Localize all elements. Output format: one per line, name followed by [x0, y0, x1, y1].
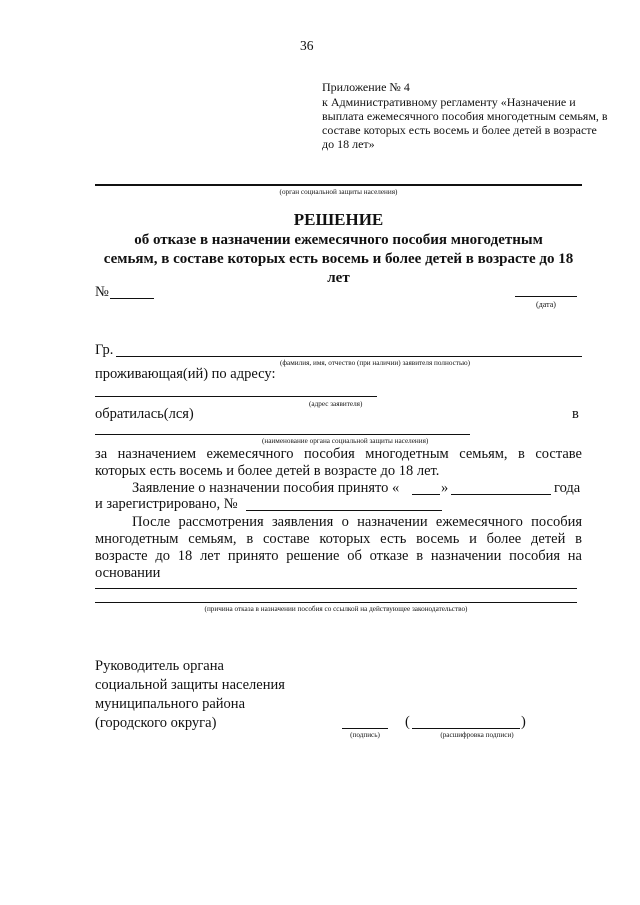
address-label: проживающая(ий) по адресу: — [95, 366, 276, 382]
decode-line — [412, 728, 520, 729]
document-subtitle-line: лет — [327, 270, 350, 286]
signature-caption: (подпись) — [350, 731, 380, 739]
registration-quote-close: » — [441, 480, 449, 496]
page-number: 36 — [300, 38, 314, 53]
appendix-title: Приложение № 4 — [322, 80, 410, 94]
reason-caption: (причина отказа в назначении пособия со ссылкой на действующее законодательство) — [204, 605, 468, 613]
paragraph-line: за назначением ежемесячного пособия многодетным семьям, в составе — [95, 446, 582, 462]
paren-close: ) — [521, 714, 526, 730]
authority-name-line — [95, 434, 470, 435]
date-line — [515, 296, 577, 297]
number-line — [110, 298, 154, 299]
appendix-line: составе которых есть восемь и более детей в возрасте — [322, 123, 597, 137]
appendix-line: выплата ежемесячного пособия многодетным семьям, в — [322, 109, 608, 123]
paren-open: ( — [405, 714, 410, 730]
date-caption: (дата) — [536, 300, 556, 309]
signature-line — [342, 728, 388, 729]
paragraph-line: После рассмотрения заявления о назначении ежемесячного пособия — [132, 514, 582, 530]
signatory-line: социальной защиты населения — [95, 677, 285, 693]
paragraph-line: которых есть восемь и более детей в возрасте до 18 лет. — [95, 463, 440, 479]
reason-line — [95, 602, 577, 603]
paragraph-line: многодетным семьям, в составе которых есть восемь и более детей в — [95, 531, 582, 547]
paragraph-line: основании — [95, 565, 161, 581]
document-subtitle-line: об отказе в назначении ежемесячного пособия многодетным — [134, 232, 543, 248]
authority-caption: (орган социальной защиты населения) — [279, 188, 398, 196]
applied-in-label: в — [572, 406, 579, 422]
number-label: № — [95, 284, 109, 300]
registration-month-line — [451, 494, 551, 495]
citizen-line — [116, 356, 582, 357]
address-line — [95, 396, 377, 397]
signatory-line: муниципального района — [95, 696, 245, 712]
applied-label: обратилась(лся) — [95, 406, 194, 422]
registration-start: Заявление о назначении пособия принято « — [132, 480, 400, 496]
authority-name-caption: (наименование органа социальной защиты населения) — [262, 437, 429, 445]
registration-number-label: и зарегистрировано, № — [95, 496, 238, 512]
citizen-label: Гр. — [95, 342, 114, 358]
address-caption: (адрес заявителя) — [309, 400, 363, 408]
citizen-caption: (фамилия, имя, отчество (при наличии) заявителя полностью) — [280, 359, 470, 367]
document-title: РЕШЕНИЕ — [293, 210, 384, 229]
registration-day-line — [412, 494, 440, 495]
registration-number-line — [246, 510, 442, 511]
authority-line — [95, 184, 582, 186]
signatory-line: Руководитель органа — [95, 658, 224, 674]
document-subtitle-line: семьям, в составе которых есть восемь и более детей в возрасте до 18 — [103, 251, 574, 267]
registration-year-label: года — [554, 480, 581, 496]
decode-caption: (расшифровка подписи) — [440, 731, 514, 739]
paragraph-line: возрасте до 18 лет принято решение об отказе в назначении пособия на — [95, 548, 582, 564]
signatory-line: (городского округа) — [95, 715, 217, 731]
reason-line — [95, 588, 577, 589]
appendix-line: к Административному регламенту «Назначение и — [322, 95, 576, 109]
appendix-line: до 18 лет» — [322, 137, 375, 151]
